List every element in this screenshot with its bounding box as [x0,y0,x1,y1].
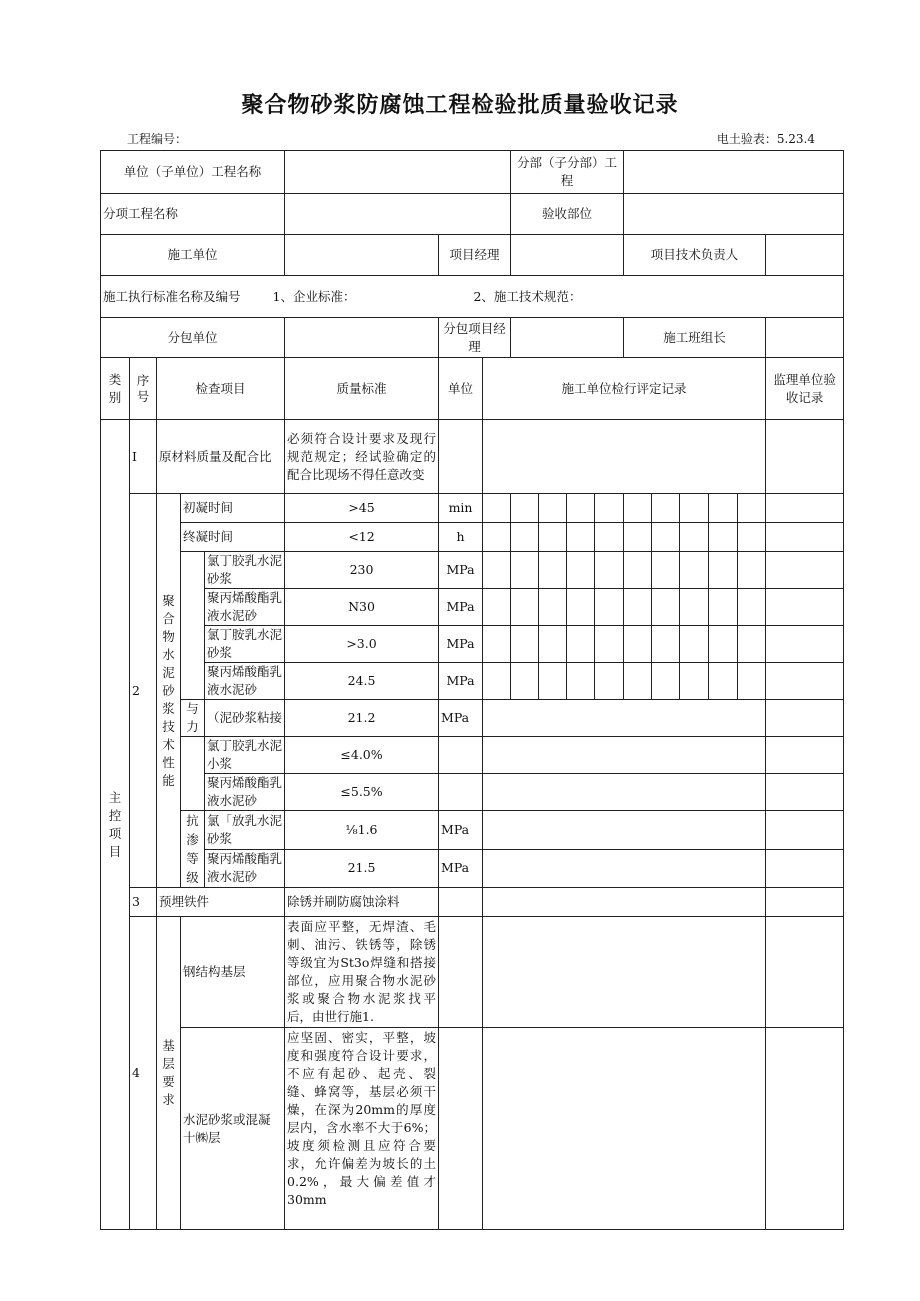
row2-item-name: （泥砂浆粘接 [205,700,285,737]
supervisor-cell[interactable] [766,737,844,774]
supervisor-cell[interactable] [766,700,844,737]
row2-item-unit: MPa [439,849,483,888]
table-row [101,737,844,774]
record-cell[interactable] [738,552,766,589]
row2-sub-strength: 与力 [181,700,205,737]
column-header-row [101,358,844,420]
record-cell[interactable] [567,523,595,552]
row2-item-value: 24.5 [285,663,439,700]
record-cell[interactable] [738,626,766,663]
record-cell[interactable] [680,626,709,663]
table-row [101,420,844,494]
record-cell[interactable] [709,494,738,523]
row2-item-unit: MPa [439,552,483,589]
subcontractor-value[interactable] [285,318,439,358]
sub-pm-label: 分包项目经理 [439,318,511,358]
row2-subgroup-blank [181,552,205,700]
row2-subgroup-blank [181,737,205,811]
row3-seq: 3 [130,888,157,917]
tech-lead-value[interactable] [766,235,844,276]
col-seq: 序号 [130,358,157,420]
table-row [101,849,844,888]
col-supervisor: 监理单位验收记录 [766,358,844,420]
category-main-control: 主控项目 [101,420,130,1230]
contractor-value[interactable] [285,235,439,276]
row2-item-value: 21.5 [285,849,439,888]
row2-item-name: 聚丙烯酸酯乳液水泥砂 [205,774,285,811]
record-cell[interactable] [483,523,511,552]
header-row-contractor [101,235,844,276]
row2-item-unit [439,774,483,811]
record-cell[interactable] [652,523,680,552]
record-cell[interactable] [709,589,738,626]
row2-item-name: 终凝时间 [181,523,285,552]
row3-record[interactable] [483,888,766,917]
record-cell[interactable] [652,663,680,700]
record-cell[interactable] [624,523,652,552]
page-title: 聚合物砂浆防腐蚀工程检验批质量验收记录 [241,93,679,118]
record-cell[interactable] [652,494,680,523]
table-row [101,494,844,523]
row2-record[interactable] [483,774,766,811]
row2-item-name: 氯丁胶乳水泥砂浆 [205,552,285,589]
table-row [101,552,844,589]
record-cell[interactable] [738,663,766,700]
row4-concrete-standard: 应坚固、密实，平整，坡度和强度符合设计要求，不应有起砂、起壳、裂缝、蜂窝等，基层必须干燥，在深为20mm的厚度层内，含水率不大于6%；坡度须检测且应符合要求，允许偏差为坡长的土0.2%，最大偏差值才30mm [285,1028,439,1230]
row1-standard: 必须符合设计要求及现行规范规定；经试验确定的配合比现场不得任意改变 [285,420,439,494]
record-cell[interactable] [483,626,511,663]
record-cell[interactable] [539,494,567,523]
col-unit: 单位 [439,358,483,420]
record-cell[interactable] [680,552,709,589]
supervisor-cell[interactable] [766,663,844,700]
supervisor-cell[interactable] [766,523,844,552]
supervisor-cell[interactable] [766,494,844,523]
row4-steel-unit [439,917,483,1028]
table-row [101,700,844,737]
project-number-label: 工程编号： [127,132,188,146]
supervisor-cell[interactable] [766,552,844,589]
header-row-standard [101,276,844,318]
row2-item-value: 230 [285,552,439,589]
record-cell[interactable] [511,523,539,552]
supervisor-cell[interactable] [766,589,844,626]
record-cell[interactable] [511,663,539,700]
subitem-project-name-label: 分项工程名称 [101,194,285,235]
row2-item-value: <12 [285,523,439,552]
row3-item: 预埋铁件 [157,888,285,917]
record-cell[interactable] [652,589,680,626]
row2-item-name: 氯「放乳水泥砂浆 [205,811,285,850]
header-row-subitem [101,194,844,235]
row4-seq: 4 [130,917,157,1230]
record-cell[interactable] [567,589,595,626]
row2-item-value: ≤5.5% [285,774,439,811]
row2-item-name: 初凝时间 [181,494,285,523]
record-cell[interactable] [624,626,652,663]
row2-item-unit: MPa [439,626,483,663]
row2-item-unit: MPa [439,811,483,850]
standard-cell [101,276,844,318]
record-cell[interactable] [652,626,680,663]
row2-item-name: 聚丙烯酸酯乳液水泥砂 [205,663,285,700]
record-cell[interactable] [483,494,511,523]
row4-concrete-supervisor[interactable] [766,1028,844,1230]
col-item: 检查项目 [157,358,285,420]
record-cell[interactable] [511,626,539,663]
record-cell[interactable] [483,663,511,700]
record-cell[interactable] [539,523,567,552]
row2-item-name: 氯丁胺乳水泥砂浆 [205,626,285,663]
record-cell[interactable] [511,552,539,589]
row2-item-name: 聚丙烯酸酯乳液水泥砂 [205,589,285,626]
record-cell[interactable] [511,589,539,626]
construction-spec-label: 2、施工技术规范： [473,288,582,304]
record-cell[interactable] [624,494,652,523]
record-cell[interactable] [709,626,738,663]
table-row [101,917,844,1028]
row4-concrete-record[interactable] [483,1028,766,1230]
row1-supervisor[interactable] [766,420,844,494]
row2-item-value: >3.0 [285,626,439,663]
row2-record[interactable] [483,700,766,737]
row2-item-value: N30 [285,589,439,626]
row2-item-value: >45 [285,494,439,523]
record-cell[interactable] [595,494,624,523]
acceptance-record-table [100,150,844,1230]
row3-standard: 除锈并刷防腐蚀涂料 [285,888,439,917]
row4-group: 基层要求 [157,917,181,1230]
row3-supervisor[interactable] [766,888,844,917]
supervisor-cell[interactable] [766,811,844,850]
contractor-label: 施工单位 [101,235,285,276]
form-number: 电土验表：5.23.4 [716,132,815,146]
record-cell[interactable] [567,552,595,589]
subitem-project-name-value[interactable] [285,194,511,235]
record-cell[interactable] [595,589,624,626]
unit-project-name-label: 单位（子单位）工程名称 [101,151,285,194]
row4-steel-record[interactable] [483,917,766,1028]
header-row-subcontractor [101,318,844,358]
team-leader-value[interactable] [766,318,844,358]
division-project-value[interactable] [624,151,844,194]
tech-lead-label: 项目技术负责人 [624,235,766,276]
row4-steel-standard: 表面应平整，无焊渣、毛刺、油污、铁锈等，除锈等级宜为St3o焊缝和搭接部位，应用聚合物水泥砂浆或聚合物水泥浆找平后，由世行施1. [285,917,439,1028]
row4-concrete-item: 水泥砂浆或混凝十㈱层 [181,1028,285,1230]
row2-seq: 2 [130,494,157,888]
record-cell[interactable] [738,589,766,626]
row2-item-name: 聚丙烯酸酯乳液水泥砂 [205,849,285,888]
project-manager-value[interactable] [511,235,624,276]
division-project-label: 分部（子分部）工程 [511,151,624,194]
record-cell[interactable] [539,589,567,626]
table-row [101,523,844,552]
record-cell[interactable] [709,552,738,589]
table-row [101,1028,844,1230]
record-cell[interactable] [680,494,709,523]
row2-item-value: ≤4.0% [285,737,439,774]
record-cell[interactable] [567,663,595,700]
table-row [101,626,844,663]
record-cell[interactable] [680,523,709,552]
row2-item-value: 21.2 [285,700,439,737]
record-cell[interactable] [595,626,624,663]
record-cell[interactable] [709,523,738,552]
record-cell[interactable] [567,494,595,523]
record-cell[interactable] [652,552,680,589]
record-cell[interactable] [738,523,766,552]
record-cell[interactable] [738,494,766,523]
row2-item-unit: MPa [439,663,483,700]
acceptance-part-value[interactable] [624,194,844,235]
header-row-unit [101,151,844,194]
row2-record[interactable] [483,811,766,850]
table-row [101,811,844,850]
row4-steel-item: 钢结构基层 [181,917,285,1028]
supervisor-cell[interactable] [766,774,844,811]
table-row [101,774,844,811]
record-cell[interactable] [624,663,652,700]
supervisor-cell[interactable] [766,626,844,663]
row4-steel-supervisor[interactable] [766,917,844,1028]
row1-seq: I [130,420,157,494]
row3-unit [439,888,483,917]
row2-record[interactable] [483,737,766,774]
subcontractor-label: 分包单位 [101,318,285,358]
unit-project-name-value[interactable] [285,151,511,194]
record-cell[interactable] [680,663,709,700]
record-cell[interactable] [595,663,624,700]
row2-item-unit: MPa [439,589,483,626]
row2-sub-seepage: 抗渗等级 [181,811,205,888]
table-row [101,589,844,626]
record-cell[interactable] [511,494,539,523]
col-record: 施工单位检行评定记录 [483,358,766,420]
record-cell[interactable] [680,589,709,626]
record-cell[interactable] [483,552,511,589]
col-standard: 质量标准 [285,358,439,420]
row1-unit [439,420,483,494]
row2-item-unit: h [439,523,483,552]
team-leader-label: 施工班组长 [624,318,766,358]
record-cell[interactable] [624,552,652,589]
record-cell[interactable] [539,663,567,700]
record-cell[interactable] [539,552,567,589]
project-manager-label: 项目经理 [439,235,511,276]
col-category: 类别 [101,358,130,420]
sub-pm-value[interactable] [511,318,624,358]
table-row [101,888,844,917]
row4-concrete-unit [439,1028,483,1230]
row2-group: 聚合物水泥砂浆技术性能 [157,494,181,888]
row2-item-value: ⅛1.6 [285,811,439,850]
table-row [101,663,844,700]
standard-label: 施工执行标准名称及编号 [103,288,241,304]
record-cell[interactable] [595,523,624,552]
row2-item-unit: MPa [439,700,483,737]
record-cell[interactable] [483,589,511,626]
record-cell[interactable] [595,552,624,589]
record-cell[interactable] [624,589,652,626]
enterprise-standard-label: 1、企业标准： [272,288,356,304]
record-cell[interactable] [567,626,595,663]
row2-item-unit [439,737,483,774]
record-cell[interactable] [709,663,738,700]
acceptance-part-label: 验收部位 [511,194,624,235]
row2-item-name: 氯丁胶乳水泥小浆 [205,737,285,774]
row2-record[interactable] [483,849,766,888]
row1-item: 原材料质量及配合比 [157,420,285,494]
record-cell[interactable] [539,626,567,663]
supervisor-cell[interactable] [766,849,844,888]
row1-record[interactable] [483,420,766,494]
row2-item-unit: min [439,494,483,523]
